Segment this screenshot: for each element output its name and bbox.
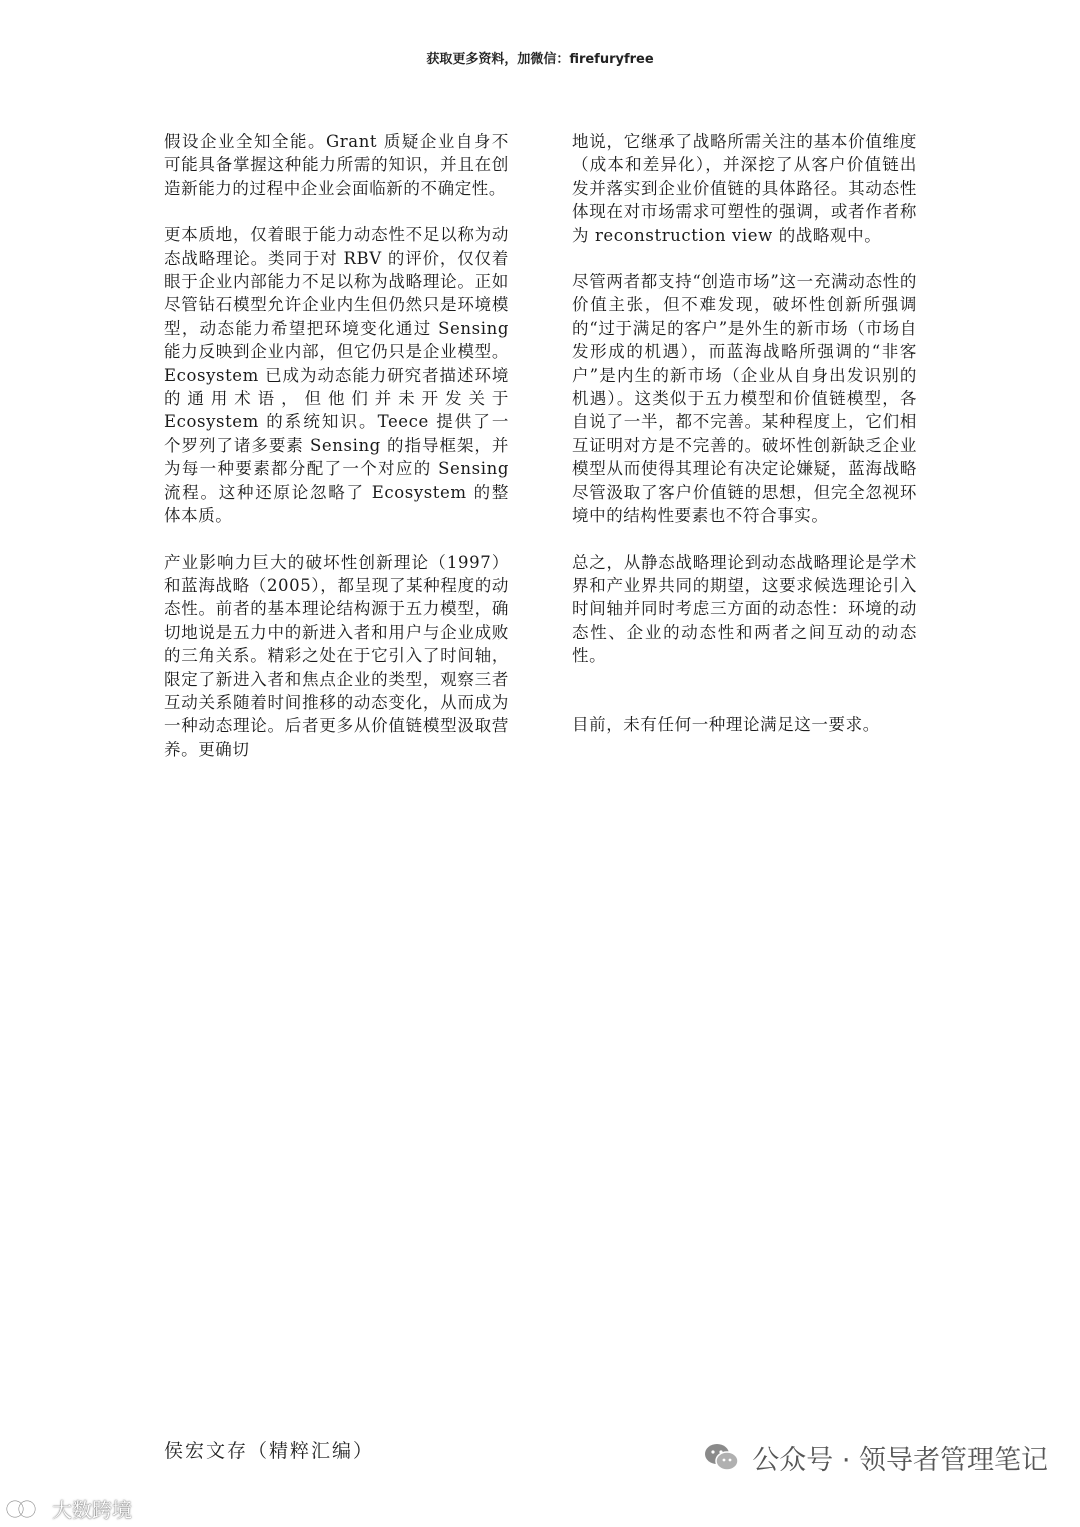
watermark-left-text: 大数跨境 bbox=[52, 1498, 132, 1522]
wechat-icon bbox=[702, 1440, 742, 1476]
paragraph: 目前，未有任何一种理论满足这一要求。 bbox=[572, 714, 880, 734]
paragraph: 地说，它继承了战略所需关注的基本价值维度（成本和差异化），并深挖了从客户价值链出发并落实到企业价值链的具体路径。其动态性体现在对市场需求可塑性的强调，或者作者称为 reconstruction view 的战略观中。 bbox=[572, 132, 917, 245]
paragraph: 更本质地，仅着眼于能力动态性不足以称为动态战略理论。类同于对 RBV 的评价，仅仅着眼于企业内部能力不足以称为战略理论。正如尽管钻石模型允许企业内生但仍然只是环境模型，动态能力希望把环境变化通过 Sensing 能力反映到企业内部，但它仍只是企业模型。Ecosystem 已成为动态能力研究者描述环境的通用术语，但他们并未开发关于 Ecosystem 的系统知识。Teece 提供了一个罗列了诸多要素 Sensing 的指导框架，并为每一种要素都分配了一个对应的 Sensing 流程。这种还原论忽略了 Ecosystem 的整体本质。 bbox=[164, 225, 509, 526]
watermark-left bbox=[6, 1494, 132, 1523]
footer-title: 侯宏文存（精粹汇编） bbox=[164, 1440, 375, 1462]
brand-logo-icon bbox=[6, 1497, 46, 1521]
page-header: 获取更多资料，加微信：firefuryfree bbox=[426, 52, 654, 67]
watermark-right bbox=[702, 1438, 1048, 1477]
paragraph: 产业影响力巨大的破坏性创新理论（1997）和蓝海战略（2005），都呈现了某种程度的动态性。前者的基本理论结构源于五力模型，确切地说是五力中的新进入者和用户与企业成败的三角关系。精彩之处在于它引入了时间轴，限定了新进入者和焦点企业的类型，观察三者互动关系随着时间推移的动态变化，从而成为一种动态理论。后者更多从价值链模型汲取营养。更确切 bbox=[164, 552, 509, 759]
right-column bbox=[572, 130, 917, 759]
left-column bbox=[164, 130, 509, 784]
paragraph: 总之，从静态战略理论到动态战略理论是学术界和产业界共同的期望，这要求候选理论引入时间轴并同时考虑三方面的动态性：环境的动态性、企业的动态性和两者之间互动的动态性。 bbox=[572, 552, 917, 666]
paragraph: 假设企业全知全能。Grant 质疑企业自身不可能具备掌握这种能力所需的知识，并且在创造新能力的过程中企业会面临新的不确定性。 bbox=[164, 132, 509, 198]
paragraph: 尽管两者都支持“创造市场”这一充满动态性的价值主张，但不难发现，破坏性创新所强调的“过于满足的客户”是外生的新市场（市场自发形成的机遇），而蓝海战略所强调的“非客户”是内生的新市场（企业从自身出发识别的机遇）。这类似于五力模型和价值链模型，各自说了一半，都不完善。某种程度上，它们相互证明对方是不完善的。破坏性创新缺乏企业模型从而使得其理论有决定论嫌疑，蓝海战略尽管汲取了客户价值链的思想，但完全忽视环境中的结构性要素也不符合事实。 bbox=[572, 272, 917, 526]
watermark-right-text: 公众号 · 领导者管理笔记 bbox=[752, 1445, 1048, 1476]
